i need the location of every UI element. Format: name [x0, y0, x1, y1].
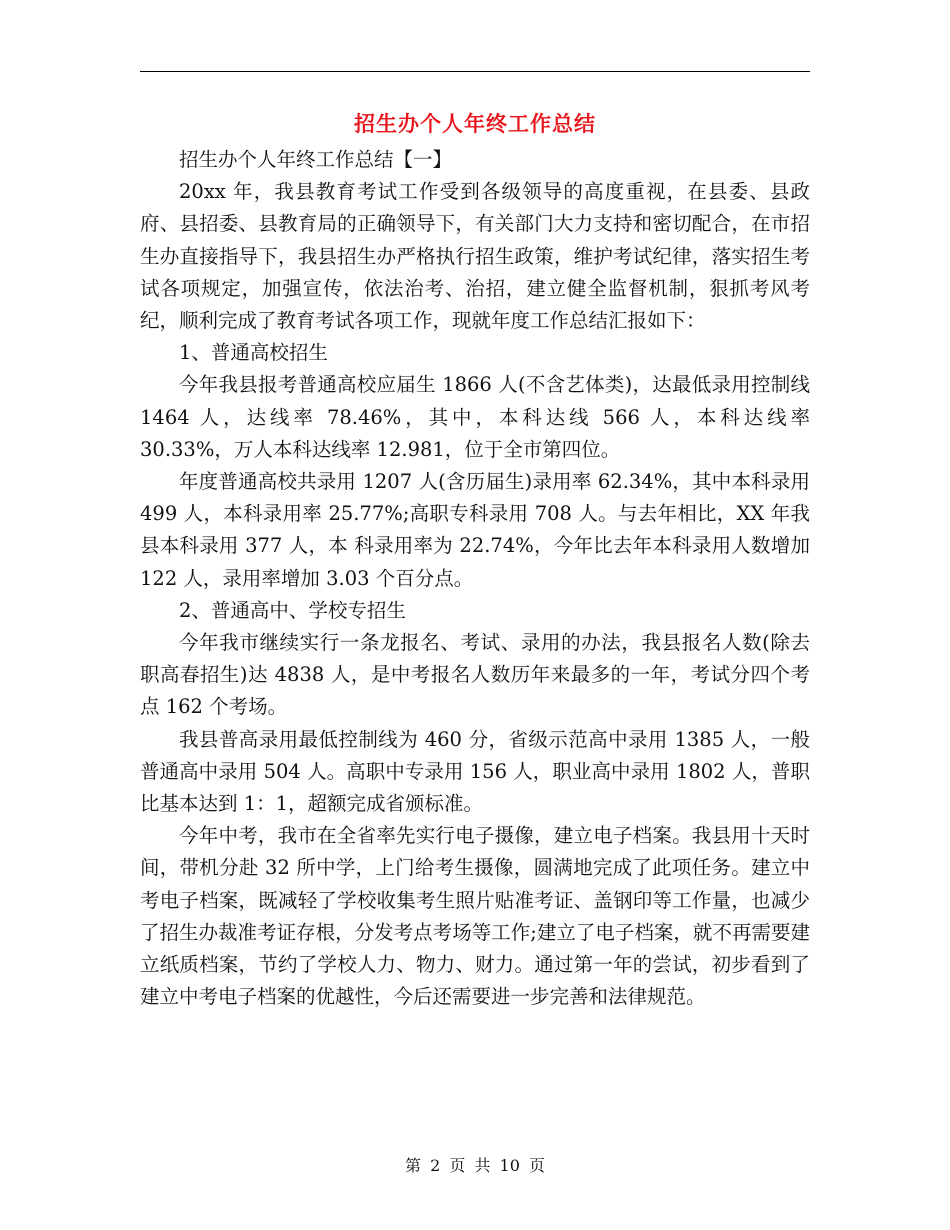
subsection-heading: 2、普通高中、学校专招生: [179, 598, 406, 622]
paragraph: 20xx 年，我县教育考试工作受到各级领导的高度重视，在县委、县政府、县招委、县教育局的正确领导下，有关部门大力支持和密切配合，在市招生办直接指导下，我县招生办严格执行招生政策，维护考试纪律，落实招生考试各项规定，加强宣传，依法治考、治招，建立健全监督机制，狠抓考风考纪，顺利完成了教育考试各项工作，现就年度工作总结汇报如下：: [140, 180, 810, 333]
page-number-footer: 第 2 页 共 10 页: [405, 1156, 545, 1175]
paragraph: 今年中考，我市在全省率先实行电子摄像，建立电子档案。我县用十天时间，带机分赴 32 所中学，上门给考生摄像，圆满地完成了此项任务。建立中考电子档案，既减轻了学校收集考生照片贴准考证、盖钢印等工作量，也减少了招生办裁准考证存根，分发考点考场等工作;建立了电子档案，就不再需要建立纸质档案，节约了学校人力、物力、财力。通过第一年的尝试，初步看到了建立中考电子档案的优越性，今后还需要进一步完善和法律规范。: [140, 824, 810, 1009]
section-heading: 招生办个人年终工作总结【一】: [179, 148, 453, 171]
paragraph: 今年我市继续实行一条龙报名、考试、录用的办法，我县报名人数(除去职高春招生)达 4838 人，是中考报名人数历年来最多的一年，考试分四个考点 162 个考场。: [140, 631, 810, 719]
paragraph: 年度普通高校共录用 1207 人(含历届生)录用率 62.34%，其中本科录用 499 人，本科录用率 25.77%;高职专科录用 708 人。与去年相比，XX 年我县本科录用 377 人，本 科录用率为 22.74%，今年比去年本科录用人数增加 122 人，录用率增加 3.03 个百分点。: [140, 470, 810, 590]
subsection-heading: 1、普通高校招生: [179, 341, 328, 365]
header-rule: [140, 71, 810, 72]
document-body: [140, 144, 810, 1013]
document-title: 招生办个人年终工作总结: [354, 111, 596, 136]
paragraph: 今年我县报考普通高校应届生 1866 人(不含艺体类)，达最低录用控制线 1464 人，达线率 78.46%，其中，本科达线 566 人，本科达线率 30.33%，万人本科达线率 12.981，位于全市第四位。: [140, 373, 810, 461]
paragraph: 我县普高录用最低控制线为 460 分，省级示范高中录用 1385 人，一般普通高中录用 504 人。高职中专录用 156 人，职业高中录用 1802 人，普职比基本达到 1：1，超额完成省颁标准。: [140, 727, 810, 816]
